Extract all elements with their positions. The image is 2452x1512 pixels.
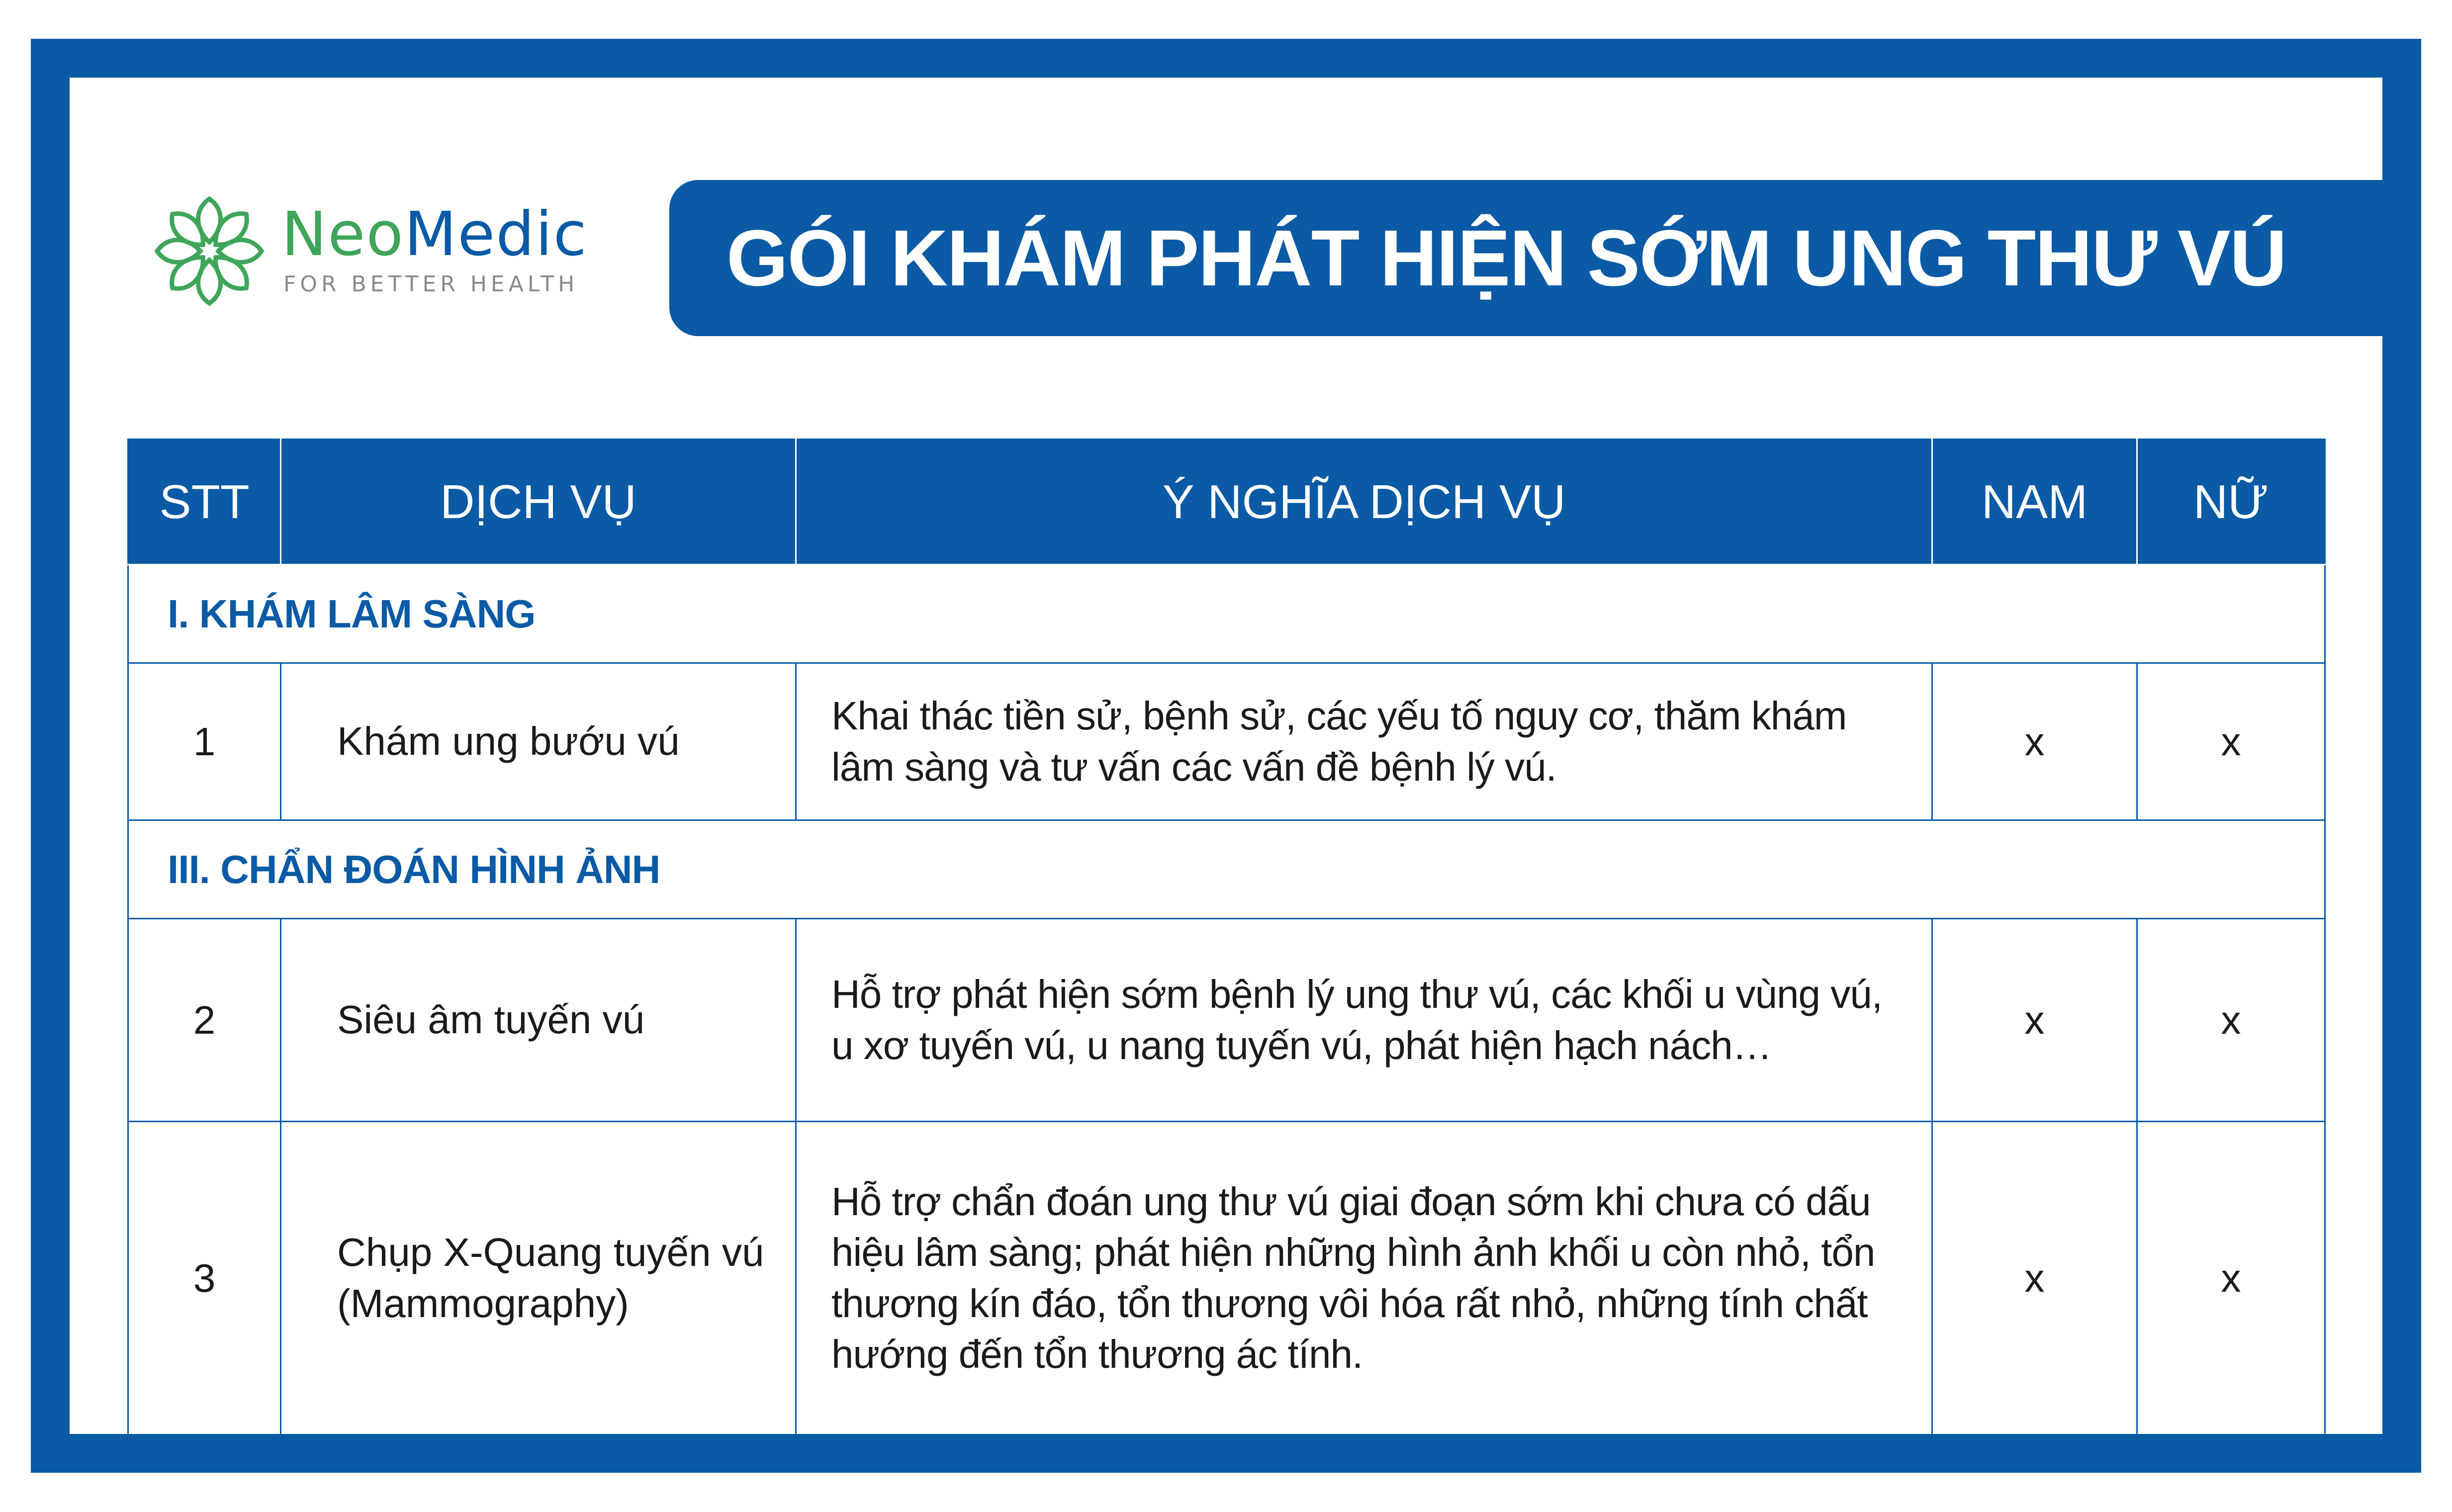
logo-tagline: FOR BETTER HEALTH: [283, 271, 579, 297]
header-service: DỊCH VỤ: [281, 440, 796, 565]
row-meaning: Khai thác tiền sử, bệnh sử, các yếu tố nguy cơ, thăm khám lâm sàng và tư vấn các vấn đề bệnh lý vú.: [796, 663, 1932, 820]
row-male-mark: x: [1932, 1122, 2137, 1435]
row-meaning: Hỗ trợ phát hiện sớm bệnh lý ung thư vú, các khối u vùng vú, u xơ tuyến vú, u nang tuyến vú, phát hiện hạch nách…: [796, 919, 1932, 1122]
table-row: [128, 919, 2325, 1122]
row-service: Siêu âm tuyến vú: [281, 919, 796, 1122]
row-male-mark: x: [1932, 919, 2137, 1122]
title-banner: [669, 180, 2388, 336]
row-male-mark: x: [1932, 663, 2137, 820]
row-service: Khám ung bướu vú: [281, 663, 796, 820]
logo-wordmark: [281, 199, 588, 269]
row-stt: 2: [128, 919, 281, 1122]
row-meaning: Hỗ trợ chẩn đoán ung thư vú giai đoạn sớm khi chưa có dấu hiệu lâm sàng; phát hiện những hình ảnh khối u còn nhỏ, tổn thương kín đáo, tổn thương vôi hóa rất nhỏ, những tính chất hướng đến tổn thương ác tính.: [796, 1122, 1932, 1435]
flower-icon: [152, 194, 267, 308]
header-male: NAM: [1932, 440, 2137, 565]
row-female-mark: x: [2137, 919, 2325, 1122]
header-stt: STT: [128, 440, 281, 565]
table-row: [128, 663, 2325, 820]
logo-name-second: Medic: [404, 199, 588, 269]
table-header-row: [128, 440, 2325, 565]
section-row: [128, 820, 2325, 919]
section-title: I. KHÁM LÂM SÀNG: [128, 565, 2325, 663]
header-female: NỮ: [2137, 440, 2325, 565]
table-row: [128, 1122, 2325, 1435]
row-female-mark: x: [2137, 1122, 2325, 1435]
section-row: [128, 565, 2325, 663]
service-table: [127, 439, 2326, 1435]
row-service: Chụp X-Quang tuyến vú (Mammography): [281, 1122, 796, 1435]
page-title: GÓI KHÁM PHÁT HIỆN SỚM UNG THƯ VÚ: [726, 213, 2286, 302]
row-female-mark: x: [2137, 663, 2325, 820]
neomedic-logo: [152, 194, 600, 318]
logo-name-first: Neo: [281, 199, 404, 269]
row-stt: 1: [128, 663, 281, 820]
section-title: III. CHẨN ĐOÁN HÌNH ẢNH: [128, 820, 2325, 919]
row-stt: 3: [128, 1122, 281, 1435]
header-meaning: Ý NGHĨA DỊCH VỤ: [796, 440, 1932, 565]
